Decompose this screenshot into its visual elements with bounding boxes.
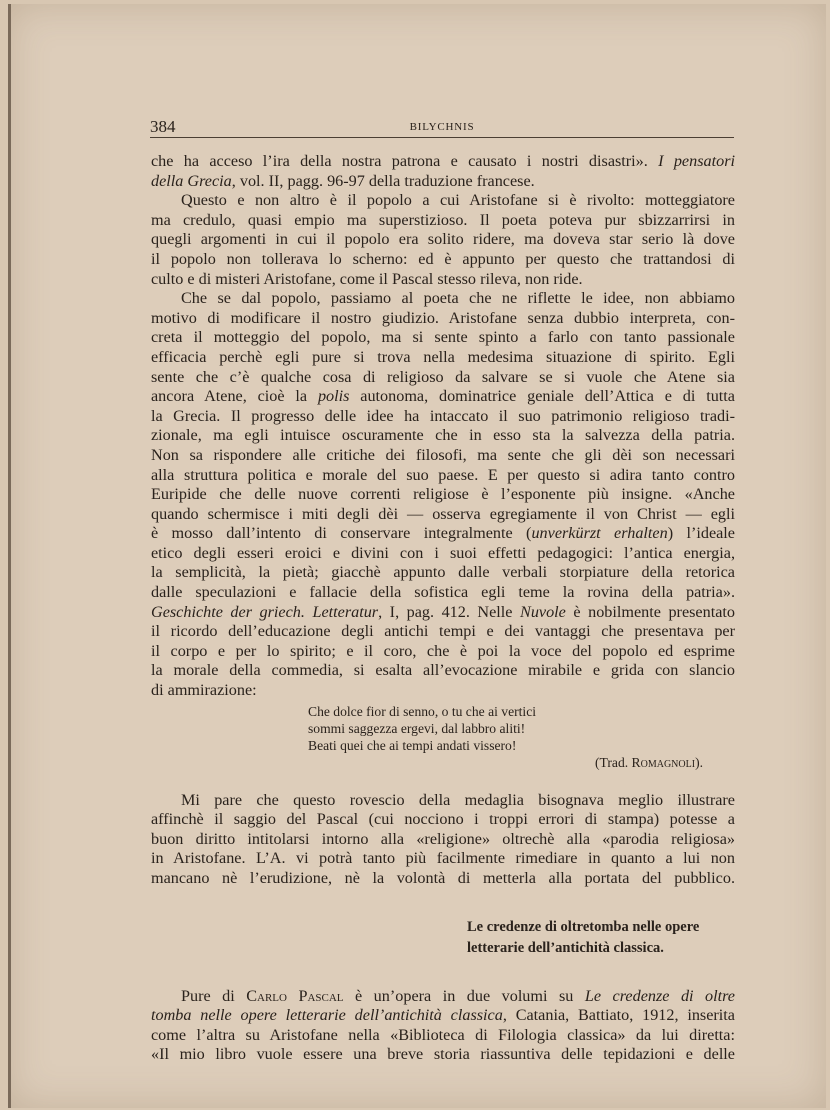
verse-attribution: (Trad. Romagnoli). bbox=[595, 754, 703, 770]
text-line: affinchè il saggio del Pascal (cui nocciono i troppi errori di stampa) potesse a bbox=[151, 810, 735, 829]
paragraph-3 bbox=[151, 289, 735, 700]
text-line: culto e di misteri Aristofane, come il Pascal stesso rileva, non ride. bbox=[151, 269, 583, 288]
text-line: sente che c’è qualche cosa di religioso da salvare se si vuole che Atene sia bbox=[151, 367, 735, 386]
text-line: in Aristofane. L’A. vi potrà tanto più facilmente rimediare in quanto a lui non bbox=[151, 849, 735, 868]
running-title: BILYCHNIS bbox=[409, 121, 475, 133]
text-line: efficacia perchè egli pure si trova nella medesima situazione di spirito. Egli bbox=[151, 347, 735, 366]
text-line: dalle speculazioni e fallacie della sofistica egli teme la rovina della patria». bbox=[151, 583, 735, 602]
text-line: che ha acceso l’ira della nostra patrona e causato i nostri disastri». I pensatori bbox=[151, 152, 735, 170]
text-line: Mi pare che questo rovescio della medaglia bisognava meglio illustrare bbox=[181, 790, 735, 809]
text-line: è mosso dall’intento di conservare integralmente (unverkürzt erhalten) l’ideale bbox=[151, 524, 735, 543]
text-line: ancora Atene, cioè la polis autonoma, dominatrice geniale dell’Attica e di tutta bbox=[151, 387, 735, 406]
text-line: Euripide che delle nuove correnti religiose è l’esponente più insigne. «Anche bbox=[151, 485, 735, 504]
text-line: il corpo e per lo spirito; e il coro, che è poi la voce del popolo ed esprime bbox=[151, 641, 735, 660]
text-line: alla struttura politica e morale del suo paese. E per questo si adira tanto contro bbox=[151, 465, 735, 484]
text-line: ma credulo, quasi empio ma superstizioso. Il poeta poteva pur sbizzarrirsi in bbox=[151, 210, 735, 229]
text-line: mancano nè l’erudizione, nè la volontà di metterla alla portata del pubblico. bbox=[151, 869, 735, 887]
text-line: tomba nelle opere letterarie dell’antichità classica, Catania, Battiato, 1912, inserita bbox=[151, 1006, 735, 1025]
text-line: Pure di Carlo Pascal è un’opera in due volumi su Le credenze di oltre bbox=[181, 986, 735, 1005]
italic-phrase: unverkürzt erhalten bbox=[531, 524, 668, 543]
text-line: Che se dal popolo, passiamo al poeta che ne riflette le idee, non abbiamo bbox=[181, 289, 735, 308]
text-line: la semplicità, la pietà; giacchè appunto dalle verbali storpiature della retorica bbox=[151, 563, 735, 582]
text-line: quando schermisce i miti degli dèi — osserva egregiamente il von Christ — egli bbox=[151, 504, 735, 523]
text-line: motivo di modificare il nostro giudizio. Aristofane senza dubbio interpreta, con- bbox=[151, 308, 735, 327]
paragraph-4 bbox=[151, 791, 735, 889]
text-line: etico degli esseri eroici e divini con i suoi effetti pedagogici: l’antica energia, bbox=[151, 543, 735, 562]
article-body bbox=[151, 152, 735, 1065]
book-page bbox=[8, 4, 826, 1108]
paragraph-1 bbox=[151, 152, 735, 191]
text-line: la Grecia. Il progresso delle idee ha intaccato il suo patrimonio religioso tradi- bbox=[151, 406, 735, 425]
page-header bbox=[150, 117, 734, 138]
section-heading-line: Le credenze di oltretomba nelle opere bbox=[467, 918, 700, 935]
section-heading-line: letterarie dell’antichità classica. bbox=[467, 939, 664, 956]
text-line: di ammirazione: bbox=[151, 681, 257, 700]
italic-word: polis bbox=[317, 387, 350, 406]
text-line: la morale della commedia, si esalta all’evocazione mirabile e grida con slancio bbox=[151, 661, 735, 680]
text-line: come l’altra su Aristofane nella «Biblioteca di Filologia classica» da lui diretta: bbox=[151, 1025, 735, 1044]
text-line: buon diritto intitolarsi intorno alla «religione» oltrechè alla «parodia religiosa» bbox=[151, 829, 735, 848]
italic-title: I pensatori bbox=[658, 152, 735, 170]
text-line: quegli argomenti in cui il popolo era solito ridere, ma doveva star serio là dove bbox=[151, 230, 735, 249]
text-line: Geschichte der griech. Letteratur, I, pag. 412. Nelle Nuvole è nobilmente presentato bbox=[151, 602, 735, 621]
text-line: zionale, ma egli intuisce oscuramente che in esso sta la salvezza della patria. bbox=[151, 426, 735, 445]
italic-title: della Grecia bbox=[151, 171, 232, 190]
page-number: 384 bbox=[150, 117, 176, 136]
text-line: Questo e non altro è il popolo a cui Aristofane si è rivolto: motteggiatore bbox=[181, 191, 735, 210]
section-heading bbox=[467, 917, 735, 959]
verse-line: sommi saggezza ergevi, dal labbro aliti! bbox=[308, 720, 526, 736]
italic-title: tomba nelle opere letterarie dell’antichità classica bbox=[151, 1006, 503, 1025]
italic-title: Nuvole bbox=[520, 602, 566, 621]
italic-title: Le credenze di oltre bbox=[584, 986, 735, 1005]
verse-line: Beati quei che ai tempi andati vissero! bbox=[308, 737, 517, 753]
text-line: Non sa rispondere alle critiche dei filosofi, ma sente che gli dèi son necessari bbox=[151, 445, 735, 464]
text-line: «Il mio libro vuole essere una breve storia riassuntiva delle tepidazioni e delle bbox=[151, 1045, 735, 1064]
text-line: della Grecia, vol. II, pagg. 96-97 della traduzione francese. bbox=[151, 171, 535, 190]
text-line: creta il motteggio del popolo, ma si sente spinto a farlo con tanto passionale bbox=[151, 328, 735, 347]
text-line: il ricordo dell’educazione degli antichi tempi e dei vantaggi che presentava per bbox=[151, 622, 735, 641]
italic-title: Geschichte der griech. Letteratur bbox=[151, 602, 379, 621]
translator-name: Romagnoli bbox=[631, 754, 696, 770]
paragraph-2 bbox=[151, 191, 735, 289]
verse-quote bbox=[308, 703, 735, 754]
paragraph-5 bbox=[151, 987, 735, 1065]
verse-line: Che dolce fior di senno, o tu che ai vertici bbox=[308, 703, 537, 719]
author-name: Carlo Pascal bbox=[246, 986, 344, 1005]
text-line: il popolo non tollerava lo scherno: ed è appunto per questo che trattandosi di bbox=[151, 249, 735, 268]
